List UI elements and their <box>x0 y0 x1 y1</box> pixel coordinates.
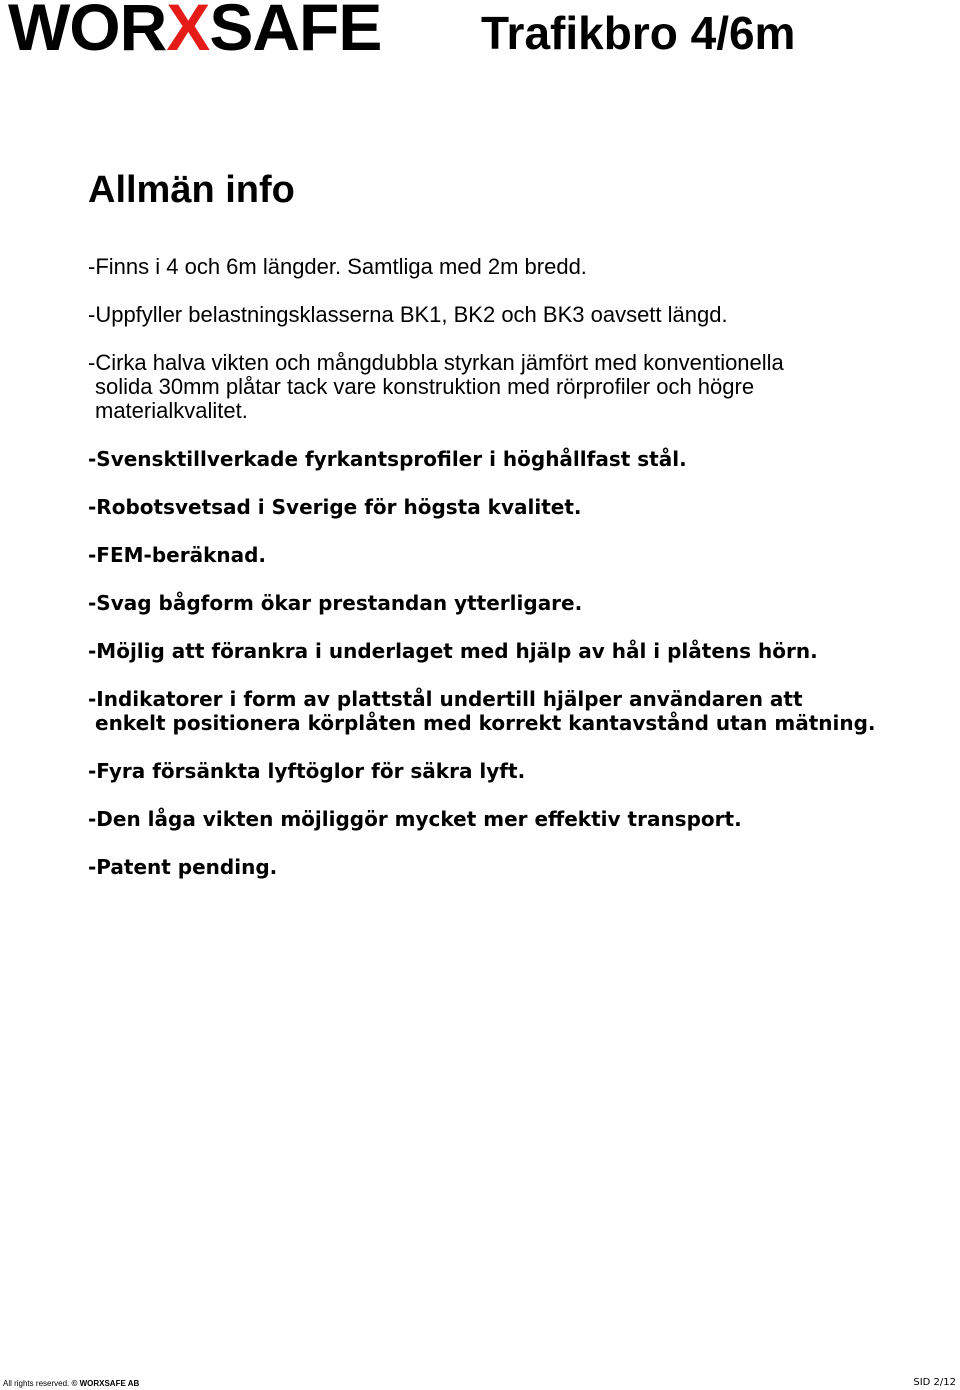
footer-rights: All rights reserved. <box>3 1379 72 1388</box>
info-item-patent: -Patent pending. <box>88 855 278 879</box>
info-list <box>88 255 948 903</box>
logo-text-safe: SAFE <box>209 0 382 64</box>
info-item-weight-strength: -Cirka halva vikten och mångdubbla styrkan jämfört med konventionella solida 30mm plåtar tack vare konstruktion med rörprofiler och högre materialkvalitet. <box>88 350 784 423</box>
info-item-profiles: -Svensktillverkade fyrkantsprofiler i höghållfast stål. <box>88 447 687 471</box>
info-item-lengths: -Finns i 4 och 6m längder. Samtliga med 2m bredd. <box>88 254 587 279</box>
info-item-fem: -FEM-beräknad. <box>88 543 267 567</box>
section-heading: Allmän info <box>88 169 295 211</box>
info-item-load-classes: -Uppfyller belastningsklasserna BK1, BK2 och BK3 oavsett längd. <box>88 302 728 327</box>
info-item-indicators: -Indikatorer i form av plattstål undertill hjälper användaren att enkelt positionera körplåten med korrekt kantavstånd utan mätning. <box>88 687 876 735</box>
logo-text-wor: WOR <box>8 0 167 64</box>
info-item-arch-shape: -Svag bågform ökar prestandan ytterligare. <box>88 591 583 615</box>
info-item-transport: -Den låga vikten möjliggör mycket mer effektiv transport. <box>88 807 742 831</box>
footer-copyright <box>3 1379 139 1388</box>
worxsafe-logo <box>8 0 382 64</box>
info-item-anchoring: -Möjlig att förankra i underlaget med hjälp av hål i plåtens hörn. <box>88 639 818 663</box>
info-item-robot-welded: -Robotsvetsad i Sverige för högsta kvalitet. <box>88 495 582 519</box>
footer-company: © WORXSAFE AB <box>71 1379 140 1388</box>
page-number: SID 2/12 <box>913 1377 956 1388</box>
logo-text-x: X <box>166 0 210 64</box>
document-title: Trafikbro 4/6m <box>481 7 796 59</box>
info-item-lifting-eyes: -Fyra försänkta lyftöglor för säkra lyft. <box>88 759 526 783</box>
